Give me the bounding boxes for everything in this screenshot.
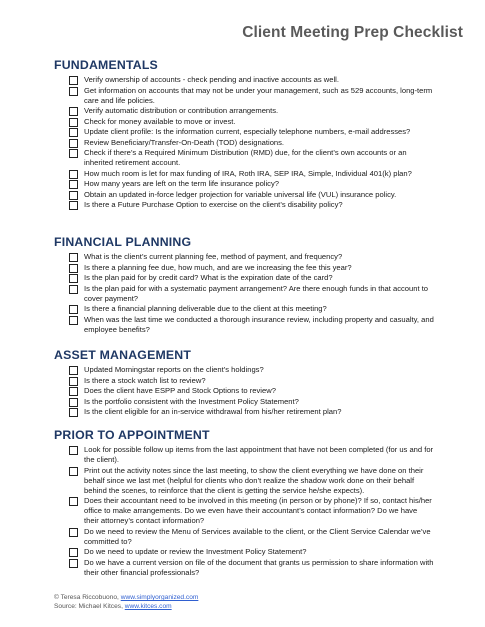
checklist-item bbox=[54, 496, 434, 526]
checklist-item bbox=[54, 200, 434, 210]
checklist-item-text: Update client profile: Is the information current, especially telephone numbers, e-mail addresses? bbox=[84, 127, 411, 136]
checklist-item bbox=[54, 407, 434, 417]
checklist-item-text: Is there a stock watch list to review? bbox=[84, 375, 206, 385]
checkbox[interactable] bbox=[69, 201, 78, 210]
checklist-item-text: Review Beneficiary/Transfer-On-Death (TOD) designations. bbox=[84, 137, 285, 147]
checklist-item bbox=[54, 190, 434, 200]
source-text: Source: Michael Kitces, bbox=[54, 602, 125, 610]
checklist-item-text: Is the plan paid for with a systematic payment arrangement? Are there enough funds in that account to cover payment? bbox=[84, 283, 429, 303]
checkbox[interactable] bbox=[69, 366, 78, 375]
section-financial-planning bbox=[54, 235, 434, 335]
checklist-item-text: Is the portfolio consistent with the Investment Policy Statement? bbox=[84, 396, 299, 406]
checkbox[interactable] bbox=[69, 408, 78, 417]
checklist-item bbox=[54, 117, 434, 127]
item-list bbox=[54, 365, 434, 417]
checklist-item bbox=[54, 397, 434, 407]
checklist-item-text: Get information on accounts that may not be under your management, such as 529 accounts, long-term care and life policies. bbox=[84, 85, 433, 105]
page-title: Client Meeting Prep Checklist bbox=[242, 24, 463, 41]
checklist-item bbox=[54, 386, 434, 396]
checklist-item bbox=[54, 527, 434, 547]
checkbox[interactable] bbox=[69, 128, 78, 137]
checklist-item bbox=[54, 466, 434, 496]
checkbox[interactable] bbox=[69, 87, 78, 96]
checkbox[interactable] bbox=[69, 149, 78, 158]
checklist-item-text: Is the client eligible for an in-service withdrawal from his/her retirement plan? bbox=[84, 407, 342, 416]
footer bbox=[54, 594, 198, 611]
checkbox[interactable] bbox=[69, 559, 78, 568]
checklist-item-text: Do we need to update or review the Investment Policy Statement? bbox=[84, 547, 307, 556]
checkbox[interactable] bbox=[69, 191, 78, 200]
checklist-item-text: Does their accountant need to be involved in this meeting (in person or by phone)? If so, contact his/her office to make arrangements. Do we even have their accountant’s contact information? Do we have their attorney’s contact information? bbox=[84, 496, 432, 525]
section-heading: PRIOR TO APPOINTMENT bbox=[54, 428, 210, 442]
copyright-line bbox=[54, 594, 198, 603]
checklist-item-text: Check for money available to move or invest. bbox=[84, 116, 236, 126]
checklist-item-text: Is there a financial planning deliverable due to the client at this meeting? bbox=[84, 304, 327, 313]
checklist-item-text: What is the client’s current planning fee, method of payment, and frequency? bbox=[84, 252, 343, 261]
checklist-item-text: Verify ownership of accounts - check pending and inactive accounts as well. bbox=[84, 75, 339, 84]
checkbox[interactable] bbox=[69, 446, 78, 455]
checklist-item bbox=[54, 547, 434, 557]
checklist-item-text: Updated Morningstar reports on the client’s holdings? bbox=[84, 365, 264, 374]
checkbox[interactable] bbox=[69, 107, 78, 116]
checklist-item bbox=[54, 75, 434, 85]
checklist-item-text: Do we have a current version on file of the document that grants us permission to share information with their other financial professionals? bbox=[84, 557, 434, 577]
checklist-item bbox=[54, 169, 434, 179]
checklist-item bbox=[54, 179, 434, 189]
checklist-item bbox=[54, 304, 434, 314]
checklist-item bbox=[54, 273, 434, 283]
checklist-item-text: How many years are left on the term life insurance policy? bbox=[84, 179, 279, 188]
checkbox[interactable] bbox=[69, 377, 78, 386]
section-fundamentals bbox=[54, 58, 434, 211]
checklist-item bbox=[54, 252, 434, 262]
checklist-item bbox=[54, 106, 434, 116]
checkbox[interactable] bbox=[69, 274, 78, 283]
checkbox[interactable] bbox=[69, 528, 78, 537]
checklist-item-text: Obtain an updated in-force ledger projection for variable universal life (VUL) insurance policy. bbox=[84, 189, 397, 199]
simplyorganized-link[interactable]: www.simplyorganized.com bbox=[120, 594, 199, 601]
checkbox[interactable] bbox=[69, 387, 78, 396]
checkbox[interactable] bbox=[69, 497, 78, 506]
checklist-item-text: Is there a Future Purchase Option to exercise on the client’s disability policy? bbox=[84, 200, 343, 209]
checklist-item-text: Look for possible follow up items from the last appointment that have not been completed (for us and for the client). bbox=[84, 445, 434, 464]
section-heading: FUNDAMENTALS bbox=[54, 58, 158, 72]
item-list bbox=[54, 252, 434, 335]
checklist-item bbox=[54, 86, 434, 106]
checkbox[interactable] bbox=[69, 253, 78, 262]
checklist-item bbox=[54, 148, 434, 168]
section-asset-management bbox=[54, 348, 434, 418]
kitces-link[interactable]: www.kitces.com bbox=[124, 602, 172, 610]
checklist-item bbox=[54, 365, 434, 375]
checklist-item-text: Check if there’s a Required Minimum Distribution (RMD) due, for the client’s own accounts or an inherited retirement account. bbox=[84, 148, 407, 167]
checklist-item-text: Is the plan paid for by credit card? What is the expiration date of the card? bbox=[84, 273, 333, 282]
copyright-text: © Teresa Riccobuono, bbox=[54, 594, 121, 601]
checkbox[interactable] bbox=[69, 170, 78, 179]
section-prior-to-appointment bbox=[54, 428, 434, 578]
checklist-item bbox=[54, 138, 434, 148]
checklist-item bbox=[54, 376, 434, 386]
checklist-item bbox=[54, 127, 434, 137]
checkbox[interactable] bbox=[69, 139, 78, 148]
checklist-item-text: Is there a planning fee due, how much, and are we increasing the fee this year? bbox=[84, 262, 352, 272]
checklist-item-text: When was the last time we conducted a thorough insurance review, including property and casualty, and employee benefits? bbox=[84, 314, 434, 334]
checklist-item-text: Verify automatic distribution or contribution arrangements. bbox=[84, 106, 279, 115]
checkbox[interactable] bbox=[69, 285, 78, 294]
checklist-item bbox=[54, 263, 434, 273]
checklist-item bbox=[54, 284, 434, 304]
checklist-item-text: Print out the activity notes since the last meeting, to show the client everything we have done on their behalf since we last met (helpful for clients who don’t realize the shadow work done on their behalf behind the scenes, to reinforce that the client is getting the service he/she expects). bbox=[84, 465, 424, 495]
checkbox[interactable] bbox=[69, 180, 78, 189]
checkbox[interactable] bbox=[69, 548, 78, 557]
checklist-item-text: Do we need to review the Menu of Services available to the client, or the Client Service Calendar we’ve committed to? bbox=[84, 526, 431, 546]
checklist-item-text: Does the client have ESPP and Stock Options to review? bbox=[84, 386, 276, 395]
checkbox[interactable] bbox=[69, 316, 78, 325]
checkbox[interactable] bbox=[69, 398, 78, 407]
item-list bbox=[54, 445, 434, 578]
source-line bbox=[54, 603, 198, 612]
checkbox[interactable] bbox=[69, 76, 78, 85]
checkbox[interactable] bbox=[69, 305, 78, 314]
checklist-item bbox=[54, 558, 434, 578]
checkbox[interactable] bbox=[69, 118, 78, 127]
section-heading: ASSET MANAGEMENT bbox=[54, 348, 192, 362]
checkbox[interactable] bbox=[69, 467, 78, 476]
checklist-item-text: How much room is let for max funding of IRA, Roth IRA, SEP IRA, Simple, Individual 401(k) plan? bbox=[84, 168, 412, 178]
section-heading: FINANCIAL PLANNING bbox=[54, 235, 192, 249]
checkbox[interactable] bbox=[69, 264, 78, 273]
checklist-item bbox=[54, 315, 434, 335]
item-list bbox=[54, 75, 434, 210]
checklist-item bbox=[54, 445, 434, 465]
